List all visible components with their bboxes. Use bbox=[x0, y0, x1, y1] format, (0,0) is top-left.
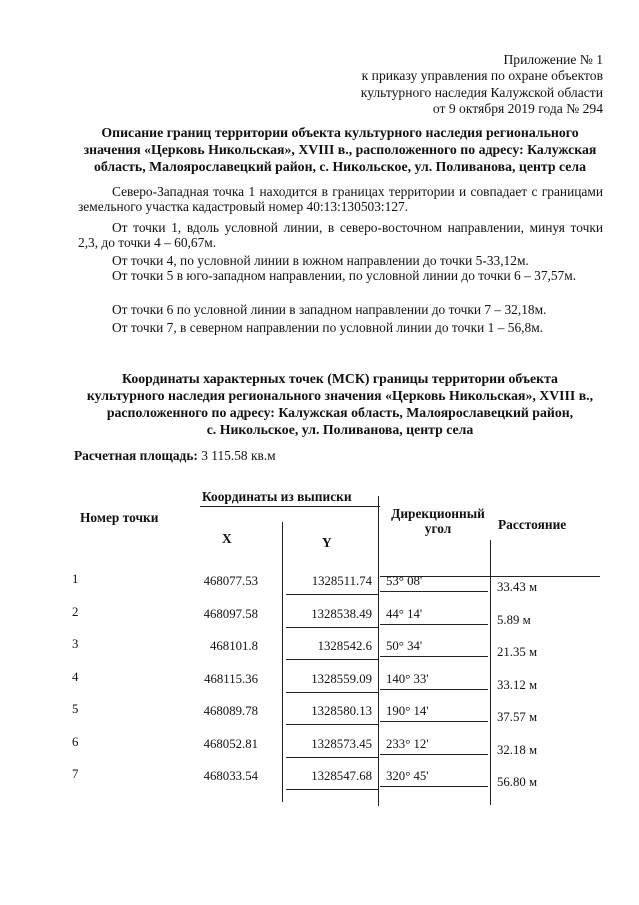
cell-point: 6 bbox=[72, 734, 79, 749]
cell-x: 468033.54 bbox=[203, 769, 258, 783]
cell-angle: 320° 45' bbox=[386, 769, 429, 783]
title-line: Координаты характерных точек (МСК) границы территории объекта bbox=[122, 371, 558, 386]
header-angle-line: Дирекционный bbox=[391, 506, 485, 521]
row-separator bbox=[286, 757, 378, 758]
header-direction-angle bbox=[386, 506, 490, 536]
cell-angle: 44° 14' bbox=[386, 606, 423, 621]
cell-x: 468097.58 bbox=[203, 606, 258, 621]
cell-x: 468077.53 bbox=[203, 574, 258, 588]
title-line: с. Никольское, ул. Поливанова, центр села bbox=[206, 422, 474, 437]
cell-distance: 56.80 м bbox=[497, 775, 538, 789]
cell-y: 1328547.68 bbox=[311, 769, 372, 783]
header-x: X bbox=[222, 531, 232, 546]
header-angle-line: угол bbox=[424, 521, 452, 536]
cell-angle: 50° 34' bbox=[386, 639, 423, 653]
row-separator bbox=[286, 659, 378, 660]
cell-angle: 233° 12' bbox=[386, 736, 429, 751]
row-separator bbox=[380, 689, 488, 690]
row-separator bbox=[286, 789, 378, 790]
appendix-line: Приложение № 1 bbox=[503, 52, 603, 67]
header-point-number: Номер точки bbox=[80, 510, 159, 525]
cell-point: 3 bbox=[72, 637, 79, 651]
area-value: 3 115.58 кв.м bbox=[201, 448, 276, 463]
header-y: Y bbox=[322, 535, 332, 550]
grid-line bbox=[490, 540, 491, 805]
cell-distance: 33.43 м bbox=[497, 580, 538, 594]
cell-y: 1328542.6 bbox=[317, 639, 372, 653]
appendix-line: культурного наследия Калужской области bbox=[360, 84, 603, 100]
cell-distance: 21.35 м bbox=[497, 645, 538, 659]
cell-y: 1328580.13 bbox=[311, 704, 372, 718]
cell-distance: 37.57 м bbox=[497, 710, 538, 724]
coordinates-title bbox=[70, 370, 610, 438]
title-line: расположенного по адресу: Калужская область, Малоярославецкий район, bbox=[106, 405, 574, 420]
row-separator bbox=[286, 692, 378, 693]
row-separator bbox=[286, 724, 378, 725]
row-separator bbox=[380, 721, 488, 722]
cell-point: 1 bbox=[72, 572, 79, 586]
row-separator bbox=[380, 656, 488, 657]
grid-line bbox=[378, 496, 379, 806]
cell-x: 468101.8 bbox=[210, 639, 258, 653]
cell-y: 1328573.45 bbox=[311, 736, 372, 751]
cell-distance: 33.12 м bbox=[497, 677, 538, 692]
cell-angle: 53° 08' bbox=[386, 574, 423, 588]
cell-y: 1328559.09 bbox=[311, 671, 372, 686]
description-paragraph: От точки 7, в северном направлении по условной линии до точки 1 – 56,8м. bbox=[112, 320, 544, 335]
cell-y: 1328511.74 bbox=[311, 574, 372, 588]
row-separator bbox=[380, 786, 488, 787]
cell-x: 468089.78 bbox=[203, 704, 258, 718]
cell-point: 7 bbox=[72, 767, 79, 781]
appendix-line: к приказу управления по охране объектов bbox=[361, 68, 603, 84]
description-paragraph: От точки 5 в юго-западном направлении, по условной линии до точки 6 – 37,57м. bbox=[112, 268, 577, 283]
title-line: область, Малоярославецкий район, с. Никольское, ул. Поливанова, центр села bbox=[93, 159, 587, 174]
description-paragraph: От точки 1, вдоль условной линии, в северо-восточном направлении, минуя точки 2,3, до точки 4 – 60,67м. bbox=[78, 220, 603, 250]
cell-y: 1328538.49 bbox=[311, 606, 372, 621]
header-coordinates: Координаты из выписки bbox=[202, 489, 352, 504]
row-separator bbox=[380, 624, 488, 625]
cell-point: 4 bbox=[72, 669, 79, 684]
calculated-area bbox=[74, 448, 276, 464]
cell-point: 5 bbox=[72, 702, 79, 716]
grid-line bbox=[282, 522, 283, 802]
row-separator bbox=[380, 591, 488, 592]
description-paragraph: От точки 4, по условной линии в южном направлении до точки 5-33,12м. bbox=[112, 253, 529, 268]
cell-angle: 140° 33' bbox=[386, 671, 429, 686]
row-separator bbox=[380, 754, 488, 755]
row-separator bbox=[286, 627, 378, 628]
cell-x: 468115.36 bbox=[204, 671, 258, 686]
cell-point: 2 bbox=[72, 604, 79, 619]
grid-line bbox=[200, 506, 380, 507]
cell-distance: 32.18 м bbox=[497, 742, 538, 757]
appendix-note bbox=[361, 52, 603, 118]
boundary-description-title bbox=[70, 124, 610, 175]
title-line: значения «Церковь Никольская», XVIII в., расположенного по адресу: Калужская bbox=[83, 142, 597, 157]
description-paragraph: Северо-Западная точка 1 находится в границах территории и совпадает с границами земельного участка кадастровый номер 40:13:130503:127. bbox=[78, 184, 603, 214]
title-line: Описание границ территории объекта культурного наследия регионального bbox=[101, 125, 579, 140]
appendix-line: от 9 октября 2019 года № 294 bbox=[432, 101, 603, 117]
cell-distance: 5.89 м bbox=[497, 612, 531, 627]
description-paragraph: От точки 6 по условной линии в западном направлении до точки 7 – 32,18м. bbox=[112, 302, 547, 317]
cell-x: 468052.81 bbox=[203, 736, 258, 751]
header-distance: Расстояние bbox=[498, 517, 567, 532]
area-label: Расчетная площадь: bbox=[74, 448, 198, 463]
row-separator bbox=[286, 594, 378, 595]
cell-angle: 190° 14' bbox=[386, 704, 429, 718]
title-line: культурного наследия регионального значения «Церковь Никольская», XVIII в., bbox=[86, 388, 594, 403]
